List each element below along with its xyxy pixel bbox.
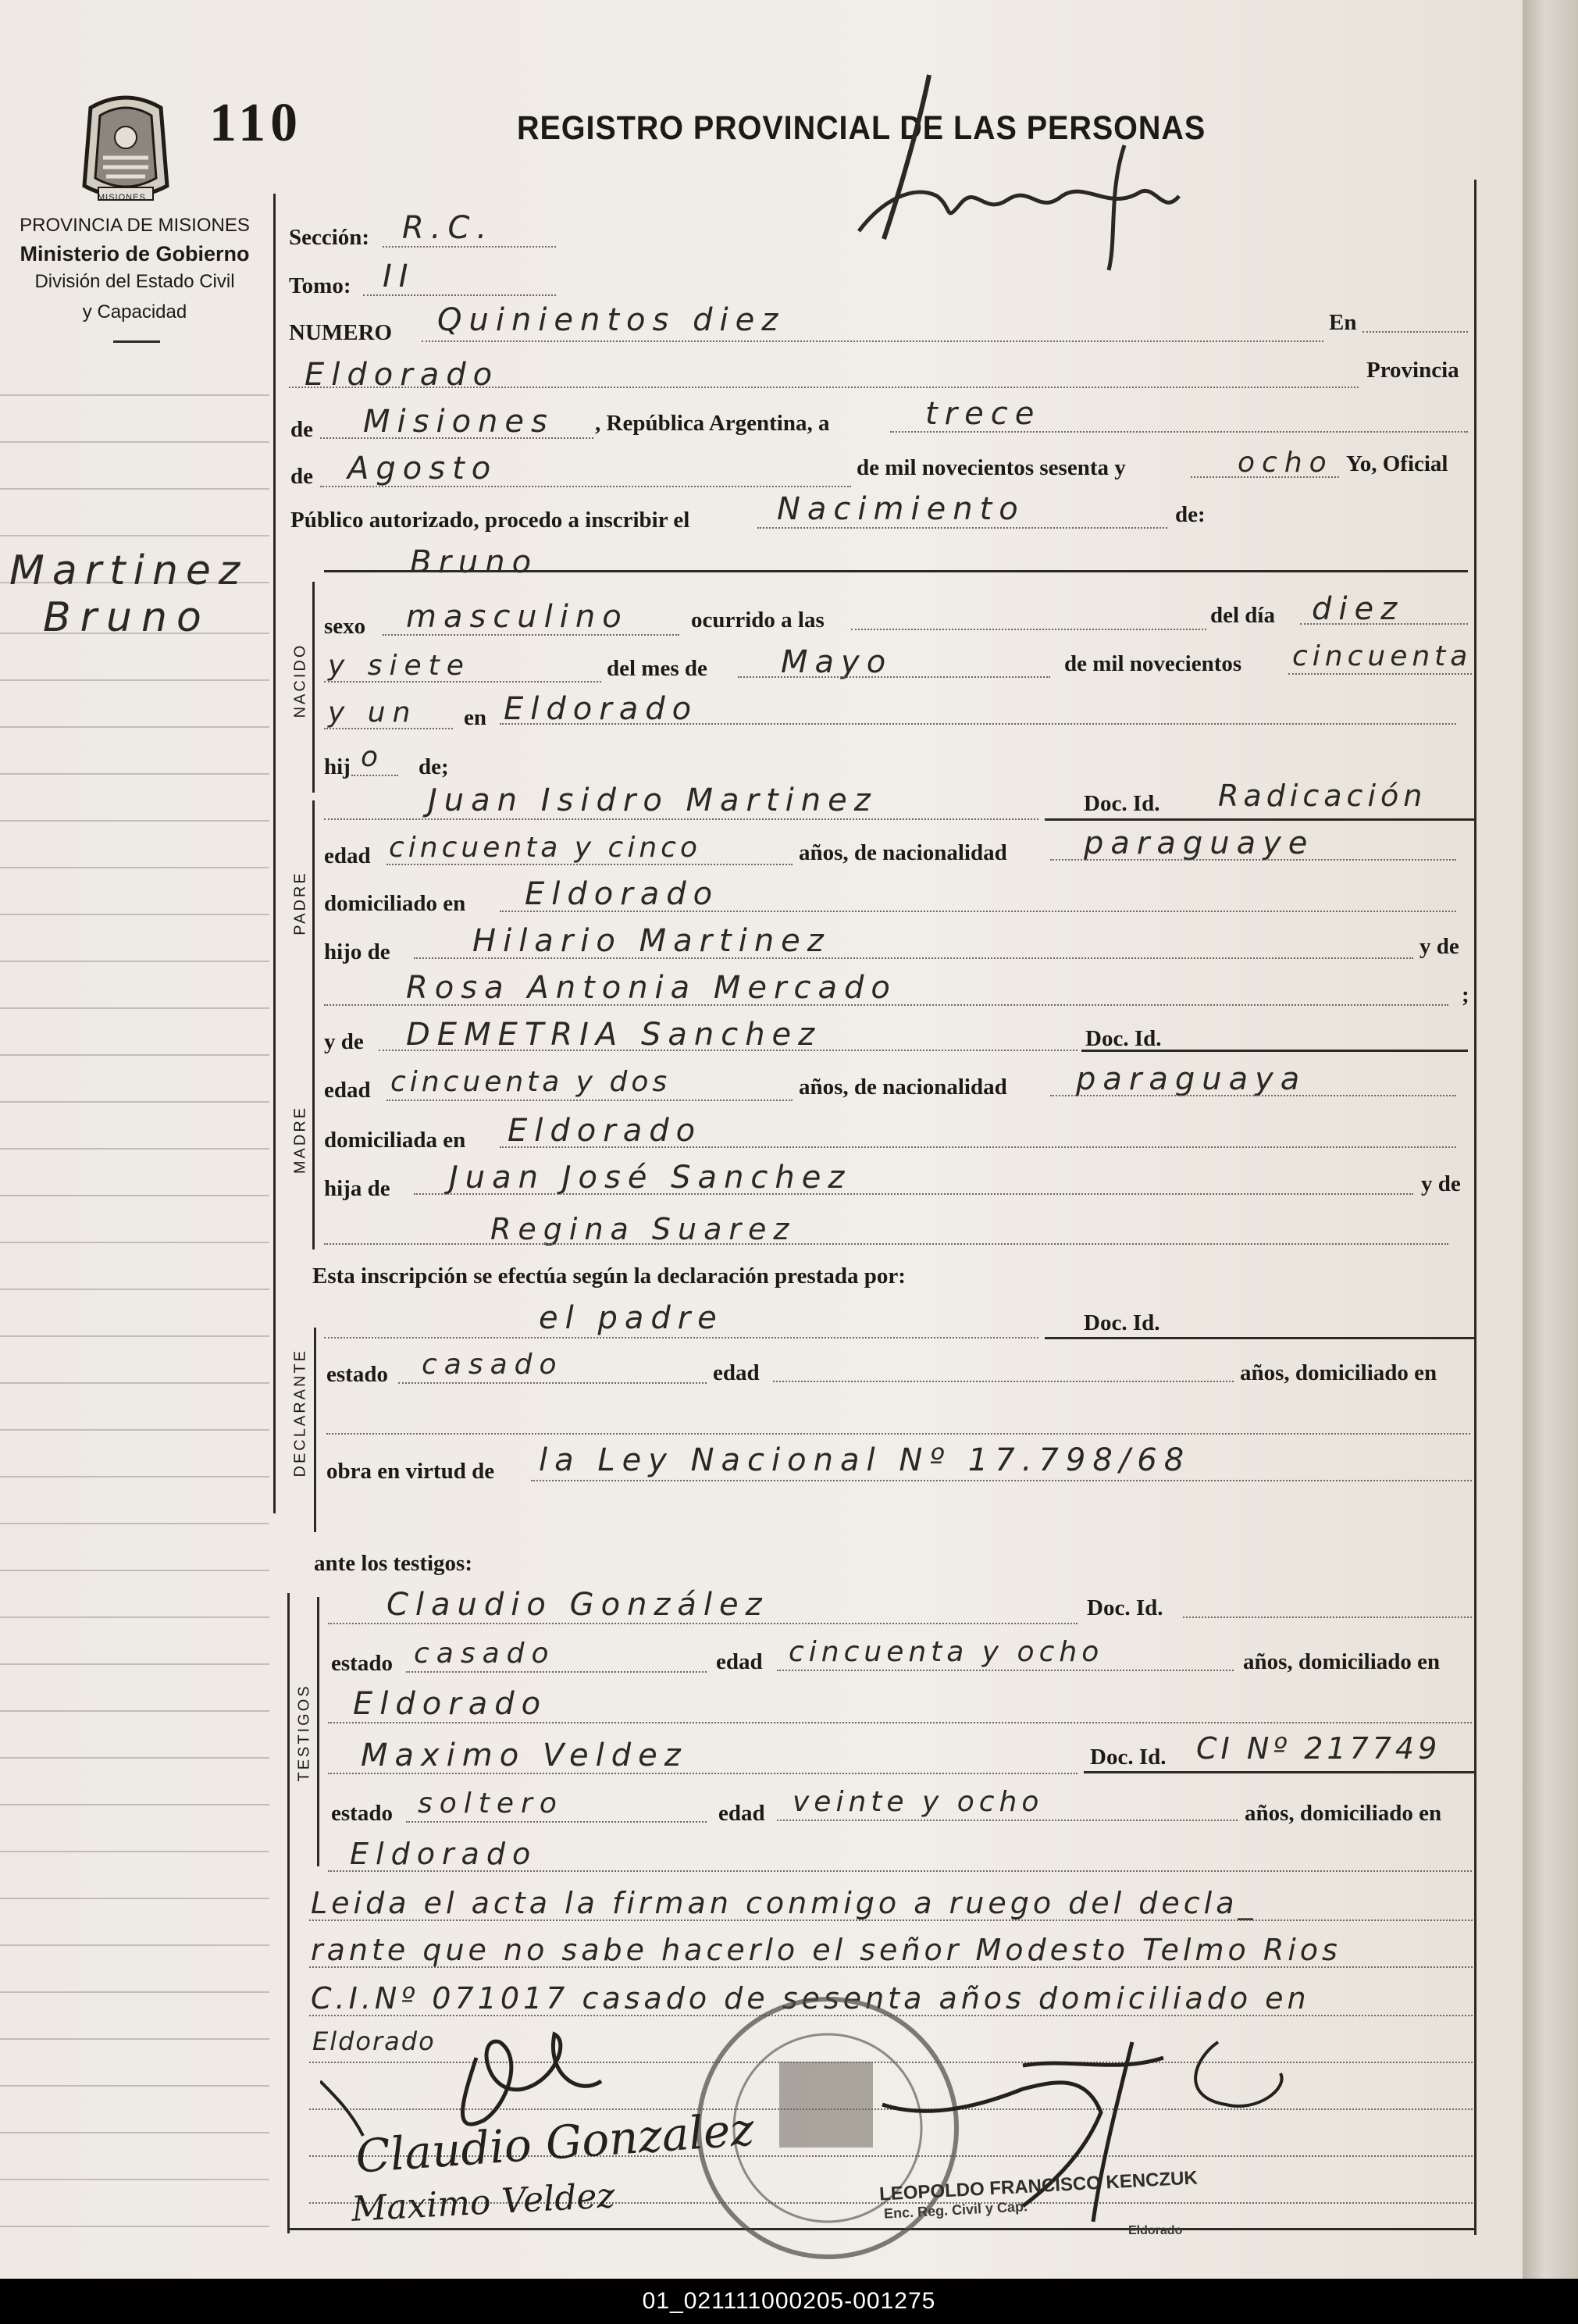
padre-doc-label: Doc. Id. bbox=[1084, 791, 1160, 816]
testigo2-edad-value: veinte y ocho bbox=[793, 1786, 1044, 1818]
dia-nacimiento-value: diez bbox=[1312, 591, 1405, 627]
numero-value: Quinientos diez bbox=[437, 302, 785, 338]
testigo2-domicilio-value: Eldorado bbox=[350, 1837, 538, 1871]
testigo2-domicilio-label: años, domiciliado en bbox=[1245, 1801, 1442, 1826]
numero-label: NUMERO bbox=[289, 320, 393, 345]
anio-nacimiento-value: cincuenta bbox=[1292, 640, 1473, 672]
de-mes-label: de bbox=[290, 464, 313, 489]
madre-nacionalidad-value: paraguaya bbox=[1076, 1061, 1307, 1097]
institution-province: PROVINCIA DE MISIONES bbox=[20, 215, 250, 236]
padre-padre-nombre: Hilario Martinez bbox=[472, 923, 831, 959]
testigo2-estado-value: soltero bbox=[418, 1788, 564, 1820]
anio-value: ocho bbox=[1238, 447, 1334, 479]
tomo-value: II bbox=[383, 258, 415, 294]
en-nacimiento-label: en bbox=[464, 705, 486, 730]
nota-line-1: Leida el acta la firman conmigo a ruego del decla_ bbox=[311, 1886, 1257, 1920]
declarante-domicilio-label: años, domiciliado en bbox=[1240, 1360, 1437, 1385]
institution-capacidad: y Capacidad bbox=[82, 301, 187, 323]
padre-nacionalidad-label: años, de nacionalidad bbox=[799, 840, 1007, 865]
padre-nacionalidad-value: paraguaye bbox=[1084, 825, 1315, 861]
de-dos-puntos-label: de: bbox=[1175, 502, 1206, 527]
publico-label: Público autorizado, procedo a inscribir el bbox=[290, 508, 690, 533]
yo-oficial-label: Yo, Oficial bbox=[1346, 451, 1448, 476]
stamp-official-name: LEOPOLDO FRANCISCO KENCZUK bbox=[878, 2167, 1199, 2205]
madre-nombre: DEMETRIA Sanchez bbox=[406, 1017, 822, 1053]
margin-name: Bruno bbox=[43, 594, 211, 641]
madre-y-de-label: y de bbox=[324, 1029, 364, 1054]
tipo-value: Nacimiento bbox=[777, 491, 1025, 527]
dia-value: trece bbox=[925, 396, 1042, 432]
nota-line-3: C.I.Nº 071017 casado de sesenta años domiciliado en bbox=[311, 1981, 1310, 2016]
padre-hijo-de-label: hijo de bbox=[324, 939, 390, 964]
seal-label: MISIONES bbox=[98, 193, 146, 202]
section-madre-label: MADRE bbox=[291, 1105, 309, 1174]
padre-semicolon: ; bbox=[1462, 982, 1469, 1007]
padre-nombre: Juan Isidro Martinez bbox=[428, 782, 878, 818]
mes-nacimiento-value: Mayo bbox=[781, 644, 893, 680]
book-page-edge bbox=[1523, 0, 1578, 2279]
declarante-intro: Esta inscripción se efectúa según la declaración prestada por: bbox=[312, 1264, 906, 1289]
signature-claudio-gonzalez: Claudio Gonzalez bbox=[354, 2102, 756, 2183]
official-signature-top bbox=[828, 67, 1202, 286]
provincia-value: Misiones bbox=[363, 404, 554, 440]
padre-madre-nombre: Rosa Antonia Mercado bbox=[406, 970, 897, 1006]
page-title: REGISTRO PROVINCIAL DE LAS PERSONAS bbox=[517, 109, 1206, 147]
testigo1-domicilio-label: años, domiciliado en bbox=[1243, 1649, 1441, 1674]
padre-doc-value: Radicación bbox=[1218, 779, 1427, 813]
inscripto-value: Bruno bbox=[410, 544, 539, 580]
madre-madre-nombre: Regina Suarez bbox=[490, 1212, 796, 1246]
madre-doc-label: Doc. Id. bbox=[1085, 1026, 1162, 1051]
declarante-nombre: el padre bbox=[539, 1300, 724, 1336]
testigo1-nombre: Claudio González bbox=[386, 1587, 769, 1623]
institution-division: División del Estado Civil bbox=[34, 271, 235, 292]
sexo-label: sexo bbox=[324, 614, 366, 639]
section-padre-label: PADRE bbox=[291, 871, 309, 936]
signature-maximo-veldez: Maximo Veldez bbox=[350, 2176, 616, 2230]
de-label: de bbox=[290, 417, 313, 442]
madre-edad-label: edad bbox=[324, 1078, 371, 1103]
declarante-edad-label: edad bbox=[713, 1360, 760, 1385]
madre-nacionalidad-label: años, de nacionalidad bbox=[799, 1075, 1007, 1100]
declarante-obra-label: obra en virtud de bbox=[326, 1459, 495, 1484]
hij-de-label: de; bbox=[419, 754, 449, 779]
madre-domicilio-label: domiciliada en bbox=[324, 1128, 466, 1153]
madre-padre-nombre: Juan José Sanchez bbox=[449, 1160, 852, 1196]
institution-ministry: Ministerio de Gobierno bbox=[20, 242, 250, 266]
testigo1-domicilio-value: Eldorado bbox=[353, 1686, 548, 1722]
lugar-nacimiento-value: Eldorado bbox=[504, 691, 699, 727]
mes-value: Agosto bbox=[347, 451, 498, 487]
anio-nacimiento-cont: y un bbox=[328, 697, 418, 729]
nota-line-4: Eldorado bbox=[312, 2026, 436, 2056]
testigo2-edad-label: edad bbox=[718, 1801, 765, 1826]
padre-edad-label: edad bbox=[324, 843, 371, 868]
image-filename-footer: 01_021111000205-001275 bbox=[0, 2279, 1578, 2324]
hij-suffix: o bbox=[361, 741, 386, 773]
anio-label: de mil novecientos sesenta y bbox=[857, 455, 1126, 480]
madre-domicilio-value: Eldorado bbox=[508, 1113, 703, 1149]
lugar-value: Eldorado bbox=[305, 357, 500, 393]
del-dia-label: del día bbox=[1210, 603, 1275, 628]
declarante-doc-label: Doc. Id. bbox=[1084, 1310, 1160, 1335]
padre-domicilio-label: domiciliado en bbox=[324, 891, 466, 916]
sexo-value: masculino bbox=[406, 599, 629, 635]
declarante-obra-value: la Ley Nacional Nº 17.798/68 bbox=[539, 1442, 1192, 1478]
declarante-estado-value: casado bbox=[422, 1349, 564, 1381]
testigo2-doc-label: Doc. Id. bbox=[1090, 1745, 1167, 1770]
testigo2-estado-label: estado bbox=[331, 1801, 393, 1826]
stamp-official-role: Enc. Reg. Civil y Cap. bbox=[883, 2198, 1028, 2222]
section-declarante-label: DECLARANTE bbox=[291, 1349, 309, 1477]
seccion-label: Sección: bbox=[289, 225, 370, 250]
page-number: 110 bbox=[209, 93, 303, 153]
margin-surname: Martinez bbox=[9, 547, 248, 594]
stamp-official-place: Eldorado bbox=[1128, 2224, 1183, 2237]
testigo1-edad-value: cincuenta y ocho bbox=[789, 1636, 1104, 1668]
nota-line-2: rante que no sabe hacerlo el señor Modesto Telmo Rios bbox=[311, 1933, 1341, 1967]
declarante-estado-label: estado bbox=[326, 1362, 388, 1387]
testigo1-estado-label: estado bbox=[331, 1651, 393, 1676]
anio-nacimiento-label: de mil novecientos bbox=[1064, 651, 1242, 676]
testigo2-nombre: Maximo Veldez bbox=[361, 1738, 688, 1773]
dia-nacimiento-cont: y siete bbox=[328, 650, 471, 682]
padre-edad-value: cincuenta y cinco bbox=[389, 832, 701, 864]
testigo1-edad-label: edad bbox=[716, 1649, 763, 1674]
en-label: En bbox=[1329, 310, 1357, 335]
testigo1-estado-value: casado bbox=[414, 1638, 556, 1670]
provincia-label: Provincia bbox=[1366, 358, 1459, 383]
mes-label: del mes de bbox=[607, 656, 707, 681]
testigo2-doc-value: CI Nº 217749 bbox=[1196, 1731, 1441, 1766]
ocurrido-label: ocurrido a las bbox=[691, 608, 825, 633]
seccion-value: R.C. bbox=[402, 210, 494, 246]
padre-domicilio-value: Eldorado bbox=[525, 876, 720, 912]
madre-edad-value: cincuenta y dos bbox=[390, 1066, 671, 1098]
tomo-label: Tomo: bbox=[289, 273, 351, 298]
hij-label: hij bbox=[324, 754, 351, 779]
section-nacido-label: NACIDO bbox=[291, 643, 309, 718]
padre-y-de-label: y de bbox=[1419, 934, 1459, 959]
testigos-intro: ante los testigos: bbox=[314, 1551, 472, 1576]
madre-y-de-label-2: y de bbox=[1421, 1171, 1461, 1196]
republica-label: , República Argentina, a bbox=[595, 411, 830, 436]
section-testigos-label: TESTIGOS bbox=[295, 1684, 313, 1782]
madre-hija-de-label: hija de bbox=[324, 1176, 390, 1201]
testigo1-doc-label: Doc. Id. bbox=[1087, 1595, 1163, 1620]
coat-of-arms-seal-icon bbox=[75, 92, 176, 209]
